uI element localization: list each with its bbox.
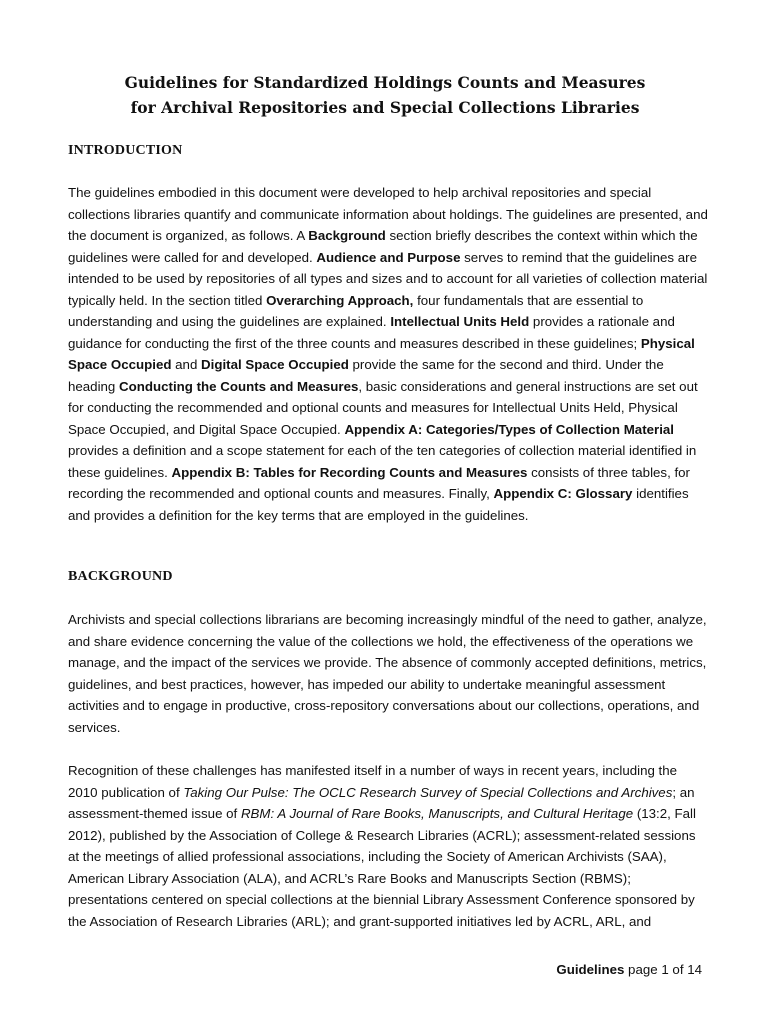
- footer-label: Guidelines: [556, 962, 625, 977]
- footer-page-number: page 1 of 14: [624, 962, 702, 977]
- introduction-paragraph: [68, 182, 708, 526]
- title-line-2: for Archival Repositories and Special Collections Libraries: [130, 98, 640, 117]
- intro-bold-physical-space: Physical Space Occupied: [68, 335, 695, 372]
- intro-text: identifies and provides a definition for the key terms that are employed in the guidelines.: [68, 486, 689, 523]
- intro-text: consists of three tables, for recording the recommended and optional counts and measures. Finally,: [68, 464, 690, 501]
- background-paragraph-1: Archivists and special collections librarians are becoming increasingly mindful of the need to gather, analyze, and share evidence concerning the value of the collections we hold, the effectiveness of the operations we manage, and the impact of the services we provide. The absence of commonly accepted definitions, metrics, guidelines, and best practices, however, has impeded our ability to undertake meaningful assessment activities and to engage in productive, cross-repository conversations about our collections, operations, and services.: [68, 612, 707, 735]
- background-text: ; an assessment-themed issue of: [68, 784, 695, 821]
- intro-bold-conducting: Conducting the Counts and Measures: [119, 378, 359, 394]
- intro-bold-intellectual-units: Intellectual Units Held: [390, 314, 530, 329]
- intro-bold-overarching: Overarching Approach,: [266, 292, 414, 308]
- intro-text: section briefly describes the context within which the guidelines were called for and developed.: [68, 228, 698, 265]
- background-paragraph-2: [68, 760, 708, 932]
- intro-text: and: [171, 357, 202, 372]
- intro-text: provides a rationale and guidance for conducting the first of the three counts and measures described in these guidelines;: [68, 314, 675, 351]
- intro-text: , basic considerations and general instructions are set out for conducting the recommended and optional counts and measures for Intellectual Units Held, Physical Space Occupied, and Digital Space Occupied.: [68, 378, 698, 437]
- background-heading: BACKGROUND: [68, 569, 173, 584]
- intro-bold-appendix-a: Appendix A: Categories/Types of Collection Material: [344, 421, 674, 437]
- intro-text: serves to remind that the guidelines are intended to be used by repositories of all types and sizes and to account for all varieties of collection material typically held. In the section titled: [68, 249, 708, 308]
- intro-bold-appendix-c: Appendix C: Glossary: [493, 486, 633, 501]
- title-line-1: Guidelines for Standardized Holdings Counts and Measures: [124, 73, 646, 92]
- introduction-heading: INTRODUCTION: [68, 143, 183, 158]
- intro-text: provides a definition and a scope statement for each of the ten categories of collection material identified in these guidelines.: [68, 443, 697, 480]
- background-italic-rbm-journal: RBM: A Journal of Rare Books, Manuscripts, and Cultural Heritage: [240, 806, 634, 821]
- intro-text: The guidelines embodied in this document were developed to help archival repositories and special collections libraries quantify and communicate information about holdings. The guidelines are presented, and the document is organized, as follows. A: [68, 185, 708, 243]
- background-text: Recognition of these challenges has manifested itself in a number of ways in recent years, including the 2010 publication of: [68, 763, 678, 800]
- intro-text: provide the same for the second and third. Under the heading: [68, 357, 664, 394]
- intro-bold-appendix-b: Appendix B: Tables for Recording Counts and Measures: [171, 464, 528, 480]
- page-footer: [556, 962, 702, 977]
- intro-bold-audience: Audience and Purpose: [316, 249, 461, 265]
- background-text: (13:2, Fall 2012), published by the Association of College & Research Libraries (ACRL); assessment-related sessions at the meetings of allied professional associations, including the Society of American Archivists (SAA), American Library Association (ALA), and ACRL’s Rare Books and Manuscripts Section (RBMS); presentations centered on special collections at the biennial Library Assessment Conference sponsored by the Association of Research Libraries (ARL); and grant-supported initiatives led by ACRL, ARL, and: [68, 806, 696, 929]
- intro-bold-background: Background: [308, 228, 386, 243]
- document-title: [0, 70, 770, 120]
- background-italic-taking-our-pulse: Taking Our Pulse: The OCLC Research Survey of Special Collections and Archives: [183, 784, 673, 800]
- intro-text: four fundamentals that are essential to understanding and using the guidelines are explained.: [68, 292, 644, 329]
- intro-bold-digital-space: Digital Space Occupied: [201, 357, 349, 372]
